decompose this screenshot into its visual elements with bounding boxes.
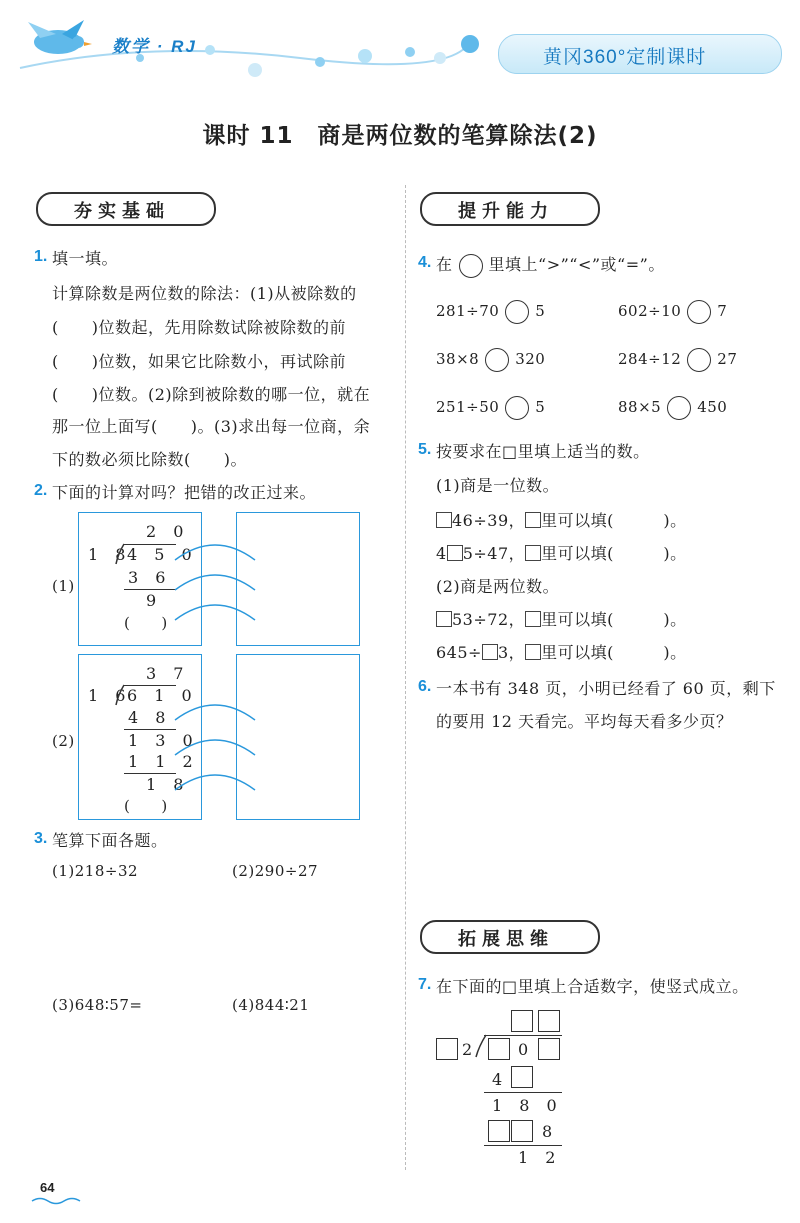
q6-line-2: 的要用 12 天看完。平均每天看多少页？ (436, 712, 733, 731)
puzzle-box[interactable] (538, 1038, 560, 1060)
compare-circle[interactable] (505, 300, 529, 324)
q5-row-text: 里可以填( )。 (541, 643, 687, 662)
q4-item (436, 300, 545, 324)
puzzle-remainder: 1 2 (518, 1148, 562, 1167)
q5-row-pre: 645÷ (436, 643, 482, 662)
q2-c1-blank[interactable]: ( ) (124, 614, 168, 632)
q4-title-pre: 在 (436, 255, 453, 274)
subject-label: 数学 · RJ (112, 37, 197, 56)
compare-circle[interactable] (505, 396, 529, 420)
q4-item (618, 300, 727, 324)
q2-c1-bracket (114, 542, 126, 566)
puzzle-box[interactable] (488, 1038, 510, 1060)
q5-row (436, 508, 687, 531)
q2-c1-arcs (170, 530, 260, 640)
q4-item (618, 396, 727, 420)
q4-item (436, 348, 545, 372)
q2-c2-rule (124, 773, 176, 774)
q1-line: 计算除数是两位数的除法：(1)从被除数的 (52, 284, 357, 303)
circle-icon (459, 254, 483, 278)
q2-c1-step2: 9 (146, 591, 163, 610)
q1-line: 下的数必须比除数( )。 (52, 450, 247, 469)
compare-circle[interactable] (485, 348, 509, 372)
q2-c1-step1: 3 6 (128, 568, 172, 587)
series-label: 黄冈360°定制课时 (543, 47, 707, 68)
puzzle-box[interactable] (511, 1010, 533, 1032)
q4-left: 602÷10 (618, 302, 682, 320)
q4-left: 281÷70 (436, 302, 500, 320)
puzzle-bracket (474, 1033, 488, 1059)
section-basic-label: 夯实基础 (74, 201, 170, 222)
q4-right: 320 (515, 350, 546, 368)
q2-c1-dividend: 4 5 0 (127, 545, 198, 564)
section-improve (420, 192, 600, 226)
digit-box[interactable] (436, 611, 452, 627)
q2-c2-quotient: 3 7 (146, 664, 190, 683)
q2-c1-rule (124, 589, 176, 590)
compare-circle[interactable] (687, 348, 711, 372)
q2-c2-divisor: 1 6 (88, 686, 132, 705)
q4-left: 88×5 (618, 398, 662, 416)
q5-row-text: 里可以填( )。 (541, 610, 687, 629)
puzzle-step: 1 8 0 (492, 1096, 563, 1115)
puzzle-dividend-digit: 0 (518, 1040, 535, 1059)
q2-c2-blank[interactable]: ( ) (124, 797, 168, 815)
section-expand-label: 拓展思维 (458, 929, 554, 950)
q5-row (436, 541, 687, 564)
q5-part-2: (2)商是两位数。 (436, 577, 560, 596)
q1-title: 填一填。 (52, 249, 119, 268)
digit-box[interactable] (482, 644, 498, 660)
q4-left: 284÷12 (618, 350, 682, 368)
q5-row-expr: 5÷47， (462, 544, 526, 563)
q3-number: 3. (34, 830, 48, 847)
bird-icon (28, 20, 92, 54)
box-icon (525, 644, 541, 660)
q2-c1-divisor: 1 8 (88, 545, 132, 564)
page-number-wave (30, 1196, 90, 1206)
q5-row-expr: 3， (497, 643, 526, 662)
q3-item-4: (4)844∶21 (232, 996, 310, 1014)
q2-c2-step3: 1 1 2 (128, 752, 199, 771)
q1-line: ( )位数起，先用除数试除被除数的前 (52, 318, 346, 337)
q4-right: 5 (535, 398, 546, 416)
column-divider (405, 185, 406, 1170)
q3-item-1: (1)218÷32 (52, 862, 139, 880)
puzzle-divisor-digit: 2 (462, 1040, 479, 1059)
q5-part-1: (1)商是一位数。 (436, 476, 560, 495)
q4-title (436, 252, 665, 278)
q5-number: 5. (418, 441, 432, 458)
q2-c2-rule (124, 729, 176, 730)
section-basic (36, 192, 216, 226)
digit-box[interactable] (447, 545, 463, 561)
puzzle-box[interactable] (511, 1120, 533, 1142)
q4-title-post: 里填上“>”“<”或“=”。 (488, 255, 665, 274)
puzzle-box[interactable] (488, 1120, 510, 1142)
q3-item-3: (3)648∶57= (52, 996, 143, 1014)
q4-item (618, 348, 737, 372)
compare-circle[interactable] (687, 300, 711, 324)
q3-item-2: (2)290÷27 (232, 862, 319, 880)
q4-left: 251÷50 (436, 398, 500, 416)
box-icon (525, 545, 541, 561)
puzzle-bar (484, 1035, 562, 1036)
q1-number: 1. (34, 248, 48, 265)
digit-box[interactable] (436, 512, 452, 528)
q4-left: 38×8 (436, 350, 480, 368)
q4-right: 450 (697, 398, 728, 416)
q2-number: 2. (34, 482, 48, 499)
q4-right: 5 (535, 302, 546, 320)
q3-title: 笔算下面各题。 (52, 831, 168, 850)
puzzle-box[interactable] (511, 1066, 533, 1088)
q6-line-1: 一本书有 348 页，小明已经看了 60 页，剩下 (436, 679, 776, 698)
q1-line: 那一位上面写( )。(3)求出每一位商，余 (52, 417, 371, 436)
section-expand (420, 920, 600, 954)
puzzle-step-digit: 4 (492, 1070, 509, 1089)
q1-line: ( )位数，如果它比除数小，再试除前 (52, 352, 346, 371)
q2-c2-bracket (114, 683, 126, 707)
q2-c2-dividend: 6 1 0 (127, 686, 198, 705)
q4-item (436, 396, 545, 420)
q7-title: 在下面的□里填上合适数字，使竖式成立。 (436, 977, 749, 996)
q1-line: ( )位数。(2)除到被除数的哪一位，就在 (52, 385, 371, 404)
q5-title: 按要求在□里填上适当的数。 (436, 442, 650, 461)
series-badge (498, 34, 782, 74)
q2-c1-quotient: 2 0 (146, 522, 190, 541)
box-icon (525, 611, 541, 627)
q4-right: 7 (717, 302, 728, 320)
q5-row-text: 里可以填( )。 (541, 511, 687, 530)
q2-c2-step2: 1 3 0 (128, 731, 199, 750)
section-improve-label: 提升能力 (458, 201, 554, 222)
q2-title: 下面的计算对吗？把错的改正过来。 (52, 483, 317, 502)
q2-c2-arcs (170, 690, 260, 810)
puzzle-box[interactable] (436, 1038, 458, 1060)
puzzle-box[interactable] (538, 1010, 560, 1032)
puzzle-step-digit: 8 (542, 1122, 559, 1141)
q2-c2-step1: 4 8 (128, 708, 172, 727)
q5-row-expr: 46÷39， (452, 511, 526, 530)
puzzle-rule (484, 1145, 562, 1146)
q5-row-pre: 4 (436, 544, 447, 563)
q5-row-expr: 53÷72， (452, 610, 526, 629)
q2-c2-label: (2) (52, 732, 75, 750)
compare-circle[interactable] (667, 396, 691, 420)
q4-right: 27 (717, 350, 738, 368)
q7-number: 7. (418, 976, 432, 993)
box-icon (525, 512, 541, 528)
q5-row (436, 607, 687, 630)
q2-c2-step4: 1 8 (146, 775, 190, 794)
q2-c1-label: (1) (52, 577, 75, 595)
page-number: 64 (40, 1180, 55, 1195)
q4-number: 4. (418, 254, 432, 271)
q5-row-text: 里可以填( )。 (541, 544, 687, 563)
puzzle-rule (484, 1092, 562, 1093)
q5-row (436, 640, 687, 663)
page-title: 课时 11 商是两位数的笔算除法(2) (202, 123, 598, 149)
q6-number: 6. (418, 678, 432, 695)
